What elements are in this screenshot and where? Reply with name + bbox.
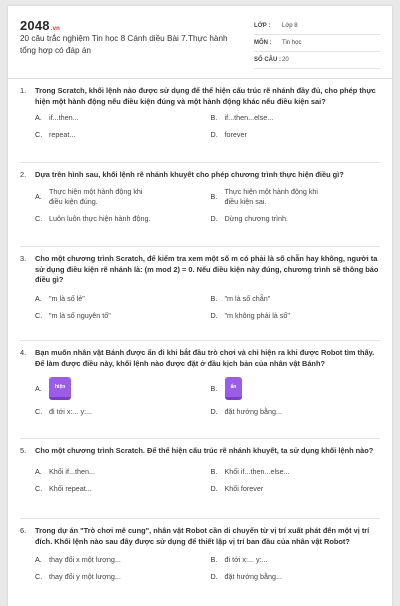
option-a[interactable]: A. if...then...	[35, 113, 79, 122]
worksheet-page	[8, 6, 392, 606]
question-text: Bạn muốn nhân vật Bánh được ẩn đi khi bắt đầu trò chơi và chỉ hiện ra khi được Robot tìm thấy. Để làm được điều này, khối lệnh nào được đặt ở đầu kịch bản của nhân vật Bánh?	[35, 348, 375, 368]
meta-row-count: SỐ CÂU : 20	[254, 52, 380, 69]
option-a[interactable]: A. Khối if...then...	[35, 466, 95, 476]
divider	[20, 162, 380, 163]
question-3: 3. Cho một chương trình Scratch, để kiểm tra xem một số m có phải là số chẵn hay không, người ta sử dụng điều kiện rẽ nhánh là: (m mod 2) = 0. Nếu điều kiện này đúng, chương trình sẽ thông báo điều gì? A. "m là số lẻ" B. "m là số chẵn" C. "m là số nguyên tố" D. "m không phải là số"	[20, 254, 379, 320]
option-c[interactable]: C. Khối repeat...	[35, 483, 92, 493]
option-a[interactable]: A. "m là số lẻ"	[35, 293, 85, 303]
option-c[interactable]: C. đi tới x:... y:...	[35, 407, 93, 416]
option-b[interactable]: B. Thực hiện một hành động khi điều kiện sai.	[210, 186, 319, 206]
page-title: 20 câu trắc nghiệm Tin học 8 Cánh diều Bài 7.Thực hành tổng hợp có đáp án	[20, 34, 228, 55]
option-d[interactable]: D. forever	[210, 130, 247, 139]
divider	[20, 246, 380, 247]
option-b[interactable]: B. ẩn	[211, 377, 381, 400]
meta-info	[254, 18, 380, 69]
question-text: Cho một chương trình Scratch. Để thể hiện cấu trúc rẽ nhánh khuyết, ta sử dụng khối lệnh nào?	[35, 446, 374, 455]
question-text: Trong Scratch, khối lệnh nào được sử dụng để thể hiện cấu trúc rẽ nhánh đầy đủ, cho phép thực hiện một hành động nếu điều kiện đúng và một hành động khác nếu điều kiện sai?	[35, 86, 376, 106]
option-c[interactable]: C. repeat...	[35, 130, 76, 139]
option-d[interactable]: D. Khối forever	[210, 483, 264, 493]
site-logo[interactable]: 2048.vn	[20, 18, 61, 33]
option-c[interactable]: C. thay đổi y một lượng...	[35, 572, 121, 581]
option-a[interactable]: A. thay đổi x một lượng...	[35, 555, 121, 564]
scratch-show-block: hiện	[49, 377, 71, 400]
divider	[20, 518, 380, 519]
scratch-hide-block: ẩn	[225, 377, 243, 400]
option-a[interactable]: A. hiện	[35, 377, 205, 400]
option-d[interactable]: D. đặt hướng bằng...	[210, 407, 282, 416]
option-c[interactable]: C. "m là số nguyên tố"	[35, 310, 111, 320]
meta-row-subject: MÔN : Tin học	[254, 35, 380, 52]
option-d[interactable]: D. đặt hướng bằng...	[210, 572, 282, 581]
question-2: 2. Dựa trên hình sau, khối lệnh rẽ nhánh khuyết cho phép chương trình thực hiện điều gì? A. Thực hiện một hành động khi điều kiện đúng. B. Thực hiện một hành động khi điều kiện sai. C. Luôn luôn thực hiện hành động. D. Dừng chương trình.	[20, 170, 380, 224]
question-6: 6. Trong dự án "Trò chơi mê cung", nhân vật Robot cần di chuyển từ vị trí xuất phát đến một vị trí đích. Khối lệnh nào sau đây được sử dụng để thiết lập vị trí ban đầu của nhân vật Robot? A. thay đổi x một lượng... B. đi tới x:... y:... C. thay đổi y một lượng... D. đặt hướng bằng...	[20, 526, 380, 582]
meta-row-class: LỚP : Lớp 8	[254, 18, 380, 35]
question-5: 5. Cho một chương trình Scratch. Để thể hiện cấu trúc rẽ nhánh khuyết, ta sử dụng khối lệnh nào? A. Khối if...then... B. Khối if...then...else... C. Khối repeat... D. Khối forever	[20, 446, 380, 494]
option-b[interactable]: B. Khối if...then...else...	[210, 466, 290, 476]
question-1: 1. Trong Scratch, khối lệnh nào được sử dụng để thể hiện cấu trúc rẽ nhánh đầy đủ, cho phép thực hiện một hành động nếu điều kiện đúng và một hành động khác nếu điều kiện sai? A. if...then... B. if...then...else... C. repeat... D. forever	[20, 86, 380, 140]
header-divider	[8, 78, 392, 79]
option-b[interactable]: B. "m là số chẵn"	[210, 293, 271, 303]
divider	[20, 340, 380, 341]
divider	[20, 438, 380, 439]
option-b[interactable]: B. đi tới x:... y:...	[210, 555, 268, 564]
option-b[interactable]: B. if...then...else...	[210, 113, 274, 122]
option-d[interactable]: D. "m không phải là số"	[210, 310, 290, 320]
option-a[interactable]: A. Thực hiện một hành động khi điều kiện đúng.	[35, 186, 143, 206]
option-c[interactable]: C. Luôn luôn thực hiện hành động.	[35, 213, 151, 223]
option-d[interactable]: D. Dừng chương trình.	[210, 213, 288, 223]
question-text: Trong dự án "Trò chơi mê cung", nhân vật Robot cần di chuyển từ vị trí xuất phát đến một vị trí đích. Khối lệnh nào sau đây được sử dụng để thiết lập vị trí ban đầu của nhân vật Robot?	[35, 526, 370, 546]
question-text: Cho một chương trình Scratch, để kiểm tra xem một số m có phải là số chẵn hay không, người ta sử dụng điều kiện rẽ nhánh là: (m mod 2) = 0. Nếu điều kiện này đúng, chương trình sẽ thông báo điều gì?	[35, 254, 379, 284]
question-4: 4. Bạn muốn nhân vật Bánh được ẩn đi khi bắt đầu trò chơi và chỉ hiện ra khi được Robot tìm thấy. Để làm được điều này, khối lệnh nào được đặt ở đầu kịch bản của nhân vật Bánh? A. hiện B. ẩn C. đi tới x:... y:... D. đặt hướng bằng...	[20, 348, 380, 417]
question-text: Dựa trên hình sau, khối lệnh rẽ nhánh khuyết cho phép chương trình thực hiện điều gì?	[35, 170, 344, 179]
